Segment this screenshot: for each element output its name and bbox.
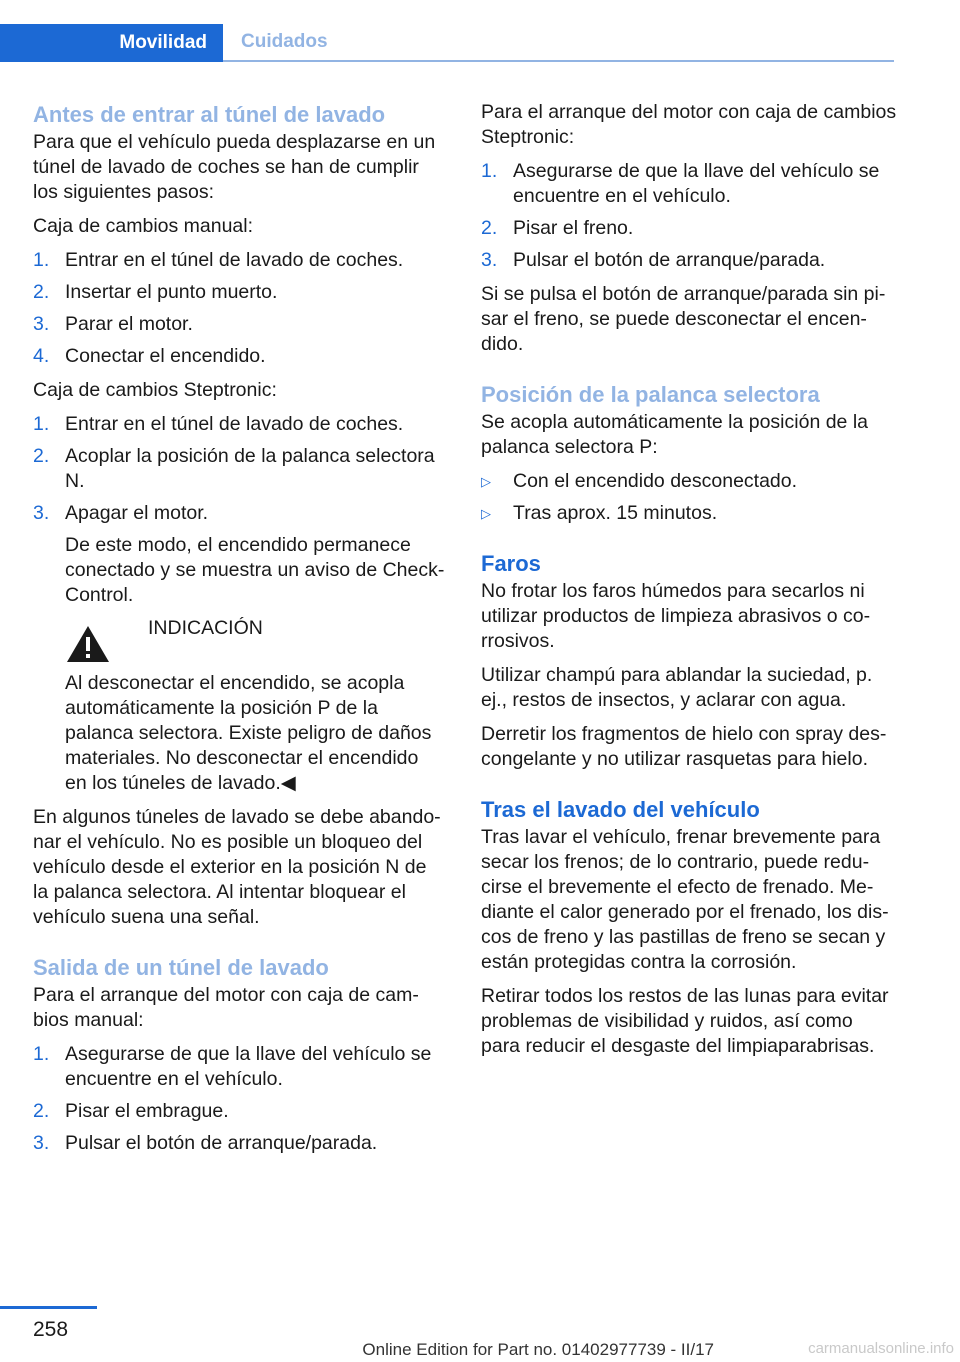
list-item [33, 248, 445, 273]
heading-salida-tunel: Salida de un túnel de lavado [33, 955, 329, 980]
list-text: Asegurarse de que la llave del vehículo se encuentre en el vehículo. [513, 160, 880, 207]
list-item [33, 280, 445, 305]
heading-posicion-palanca: Posición de la palanca selectora [481, 382, 820, 407]
right-column [481, 100, 897, 1068]
numbered-list [33, 248, 445, 369]
note-title: INDICACIÓN [148, 617, 263, 639]
note-text: Al desconectar el encendido, se acopla automáticamente la posición P de la palanca selectora. Existe peligro de daños materiales. No desconectar el encendido en los túneles de lavado.◀ [65, 672, 432, 794]
list-text: Con el encendido desconectado. [513, 470, 798, 492]
list-number: 3. [33, 313, 50, 335]
list-item [33, 344, 445, 369]
heading-tras-lavado: Tras el lavado del vehículo [481, 797, 760, 822]
section-tabs [0, 24, 894, 62]
triangle-right-icon: ▷ [481, 506, 491, 521]
list-item [33, 444, 445, 494]
list-text: Acoplar la posición de la palanca selectora N. [65, 445, 435, 492]
list-text: Tras aprox. 15 minutos. [513, 502, 718, 524]
page-number: 258 [33, 1318, 69, 1341]
list-number: 1. [33, 413, 50, 435]
list-text: Pulsar el botón de arranque/parada. [65, 1132, 378, 1154]
list-item [481, 159, 897, 209]
tab-cuidados[interactable]: Cuidados [223, 24, 894, 62]
list-subtext: De este modo, el encendido permanece conectado y se muestra un aviso de Check-Control. [65, 534, 445, 606]
watermark: carmanualsonline.info [808, 1340, 954, 1357]
list-number: 2. [33, 445, 50, 467]
heading-antes-tunel: Antes de entrar al túnel de lavado [33, 102, 386, 127]
edition-text: Online Edition for Part no. 01402977739 - II/17 [362, 1340, 714, 1359]
paragraph: Retirar todos los restos de las lunas para evitar problemas de visibilidad y ruidos, así como para reducir el desgaste del limpiaparabrisas. [481, 985, 889, 1057]
list-item [481, 501, 897, 526]
list-number: 1. [33, 249, 50, 271]
paragraph: No frotar los faros húmedos para secarlos ni utilizar productos de limpieza abrasivos o corrosivos. [481, 580, 871, 652]
list-number: 3. [33, 1132, 50, 1154]
paragraph: Utilizar champú para ablandar la suciedad, p. ej., restos de insectos, y aclarar con agua. [481, 664, 873, 711]
numbered-list [481, 159, 897, 273]
list-text: Entrar en el túnel de lavado de coches. [65, 413, 404, 435]
left-column [33, 100, 445, 1165]
list-number: 1. [33, 1043, 50, 1065]
list-item [481, 469, 897, 494]
list-text: Pisar el freno. [513, 217, 634, 239]
list-number: 2. [33, 281, 50, 303]
list-text: Insertar el punto muerto. [65, 281, 278, 303]
paragraph: Tras lavar el vehículo, frenar brevemente para secar los frenos; de lo contrario, puede reducirse el brevemente el efecto de frenado. Mediante el calor generado por el frenado, los discos de freno y las pastillas de freno se secan y están protegidas contra la corrosión. [481, 826, 889, 973]
list-number: 4. [33, 345, 50, 367]
triangle-right-icon: ▷ [481, 474, 491, 489]
list-number: 1. [481, 160, 498, 182]
list-item [33, 501, 445, 796]
list-text: Apagar el motor. [65, 502, 209, 524]
list-item [33, 1042, 445, 1092]
list-item [481, 248, 897, 273]
bullet-list [481, 469, 897, 526]
paragraph: Para el arranque del motor con caja de cambios Steptronic: [481, 101, 897, 148]
list-number: 2. [33, 1100, 50, 1122]
paragraph: Si se pulsa el botón de arranque/parada sin pisar el freno, se puede desconectar el encendido. [481, 283, 886, 355]
list-text: Asegurarse de que la llave del vehículo se encuentre en el vehículo. [65, 1043, 432, 1090]
list-text: Parar el motor. [65, 313, 193, 335]
list-text-block [65, 501, 445, 796]
paragraph: Caja de cambios manual: [33, 215, 254, 237]
numbered-list [33, 1042, 445, 1156]
footer-rule [0, 1306, 97, 1309]
paragraph: Se acopla automáticamente la posición de la palanca selectora P: [481, 411, 868, 458]
list-item [33, 412, 445, 437]
paragraph: Para que el vehículo pueda desplazarse en un túnel de lavado de coches se han de cumplir los siguientes pasos: [33, 131, 436, 203]
note-box [65, 616, 445, 671]
list-number: 2. [481, 217, 498, 239]
paragraph: En algunos túneles de lavado se debe abandonar el vehículo. No es posible un bloqueo del vehículo desde el exterior en la posición N de la palanca selectora. Al intentar bloquear el vehículo suena una señal. [33, 806, 441, 928]
paragraph: Para el arranque del motor con caja de cambios manual: [33, 984, 419, 1031]
list-text: Pulsar el botón de arranque/parada. [513, 249, 826, 271]
list-text: Entrar en el túnel de lavado de coches. [65, 249, 404, 271]
list-item [33, 1131, 445, 1156]
numbered-list [33, 412, 445, 796]
list-text: Pisar el embrague. [65, 1100, 229, 1122]
list-number: 3. [481, 249, 498, 271]
paragraph: Caja de cambios Steptronic: [33, 379, 277, 401]
heading-faros: Faros [481, 551, 541, 576]
list-number: 3. [33, 502, 50, 524]
warning-triangle-icon [65, 616, 148, 671]
list-item [33, 1099, 445, 1124]
tab-movilidad[interactable]: Movilidad [0, 24, 223, 62]
list-item [33, 312, 445, 337]
list-item [481, 216, 897, 241]
list-text: Conectar el encendido. [65, 345, 266, 367]
paragraph: Derretir los fragmentos de hielo con spray descongelante y no utilizar rasquetas para hielo. [481, 723, 887, 770]
